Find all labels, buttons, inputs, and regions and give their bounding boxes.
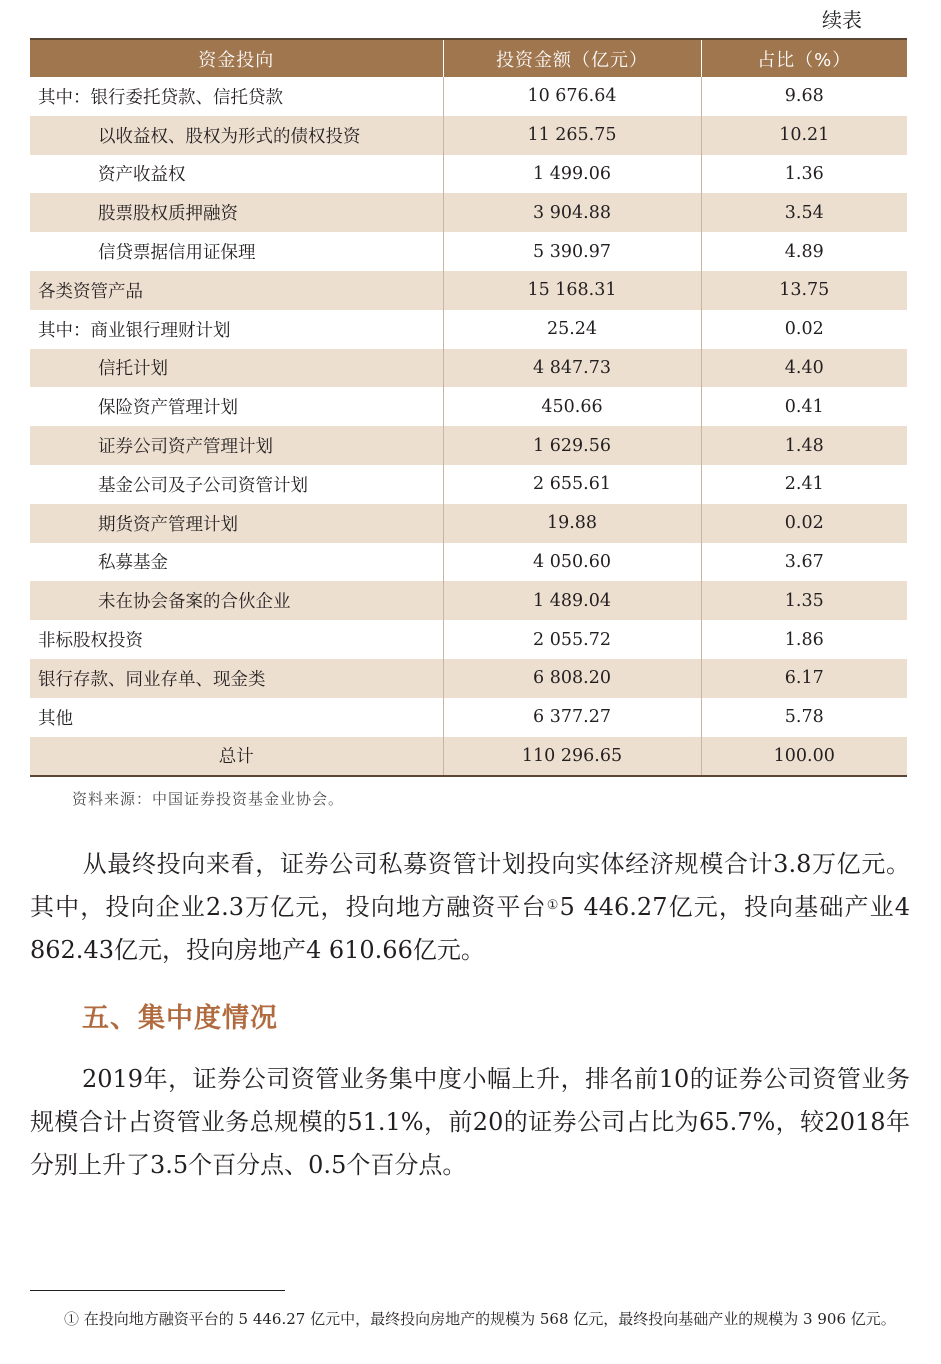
row-amount: 2 055.72 [443, 620, 701, 659]
row-label: 期货资产管理计划 [30, 504, 443, 543]
row-label: 信贷票据信用证保理 [98, 243, 256, 264]
row-ratio: 1.86 [701, 620, 907, 659]
table-row [30, 387, 907, 426]
row-label: 其他 [38, 708, 73, 729]
row-ratio: 4.89 [701, 232, 907, 271]
row-label: 未在协会备案的合伙企业 [30, 581, 443, 620]
investment-allocation-table [30, 38, 907, 777]
row-ratio: 1.35 [701, 581, 907, 620]
row-label: 资产收益权 [98, 165, 186, 186]
row-ratio: 5.78 [701, 698, 907, 737]
row-label: 基金公司及子公司资管计划 [98, 475, 308, 496]
footnote-marker[interactable]: ① [546, 898, 560, 913]
footnote-divider [30, 1290, 285, 1291]
row-amount: 4 050.60 [443, 543, 701, 582]
row-amount: 1 499.06 [443, 155, 701, 194]
row-label: 各类资管产品 [30, 271, 443, 310]
footnote-text: ① 在投向地方融资平台的 5 446.27 亿元中，最终投向房地产的规模为 568 亿元，最终投向基础产业的规模为 3 906 亿元。 [64, 1310, 896, 1328]
table-row [30, 310, 907, 349]
row-label: 私募基金 [98, 553, 168, 574]
row-ratio: 6.17 [701, 659, 907, 698]
row-ratio: 2.41 [701, 465, 907, 504]
paragraph-text: 5 446.27亿元，投向基础产业4 862.43亿元，投向房地产4 610.66亿元。 [30, 893, 910, 964]
table-row [30, 581, 907, 620]
row-label: 保险资产管理计划 [98, 398, 238, 419]
row-ratio: 0.02 [701, 504, 907, 543]
row-amount: 6 808.20 [443, 659, 701, 698]
table-row [30, 349, 907, 388]
row-amount: 4 847.73 [443, 349, 701, 388]
row-amount: 6 377.27 [443, 698, 701, 737]
row-amount: 11 265.75 [443, 116, 701, 155]
row-amount: 10 676.64 [443, 77, 701, 116]
table-row [30, 504, 907, 543]
paragraph-concentration [30, 1058, 910, 1187]
row-label: 以收益权、股权为形式的债权投资 [30, 116, 443, 155]
table-row [30, 698, 907, 737]
table-row [30, 543, 907, 582]
row-label: 信托计划 [30, 349, 443, 388]
table-row [30, 155, 907, 194]
row-label: 其中：银行委托贷款、信托贷款 [38, 87, 283, 108]
continued-table-label: 续表 [822, 8, 862, 32]
total-amount: 110 296.65 [443, 737, 701, 777]
row-ratio: 10.21 [701, 116, 907, 155]
table-source-note: 资料来源：中国证券投资基金业协会。 [72, 790, 345, 808]
table-row [30, 193, 907, 232]
table-row [30, 659, 907, 698]
row-amount: 1 489.04 [443, 581, 701, 620]
table-row [30, 465, 907, 504]
row-label: 证券公司资产管理计划 [30, 426, 443, 465]
row-amount: 19.88 [443, 504, 701, 543]
row-label: 股票股权质押融资 [30, 193, 443, 232]
row-ratio: 1.36 [701, 155, 907, 194]
table-row [30, 77, 907, 116]
row-ratio: 9.68 [701, 77, 907, 116]
column-header-allocation: 资金投向 [30, 39, 443, 77]
row-amount: 1 629.56 [443, 426, 701, 465]
table-row [30, 116, 907, 155]
row-ratio: 0.02 [701, 310, 907, 349]
row-ratio: 4.40 [701, 349, 907, 388]
table-row [30, 271, 907, 310]
row-amount: 25.24 [443, 310, 701, 349]
row-label: 其中：商业银行理财计划 [38, 320, 231, 341]
row-label: 非标股权投资 [38, 631, 143, 652]
row-amount: 15 168.31 [443, 271, 701, 310]
paragraph-text: 2019年，证券公司资管业务集中度小幅上升，排名前10的证券公司资管业务规模合计占资管业务总规模的51.1%，前20的证券公司占比为65.7%，较2018年分别上升了3.5个百分点、0.5个百分点。 [30, 1065, 910, 1179]
column-header-amount: 投资金额（亿元） [443, 39, 701, 77]
row-ratio: 1.48 [701, 426, 907, 465]
table-row [30, 232, 907, 271]
paragraph-final-investment [30, 843, 910, 972]
table-header-row [30, 39, 907, 77]
row-ratio: 3.54 [701, 193, 907, 232]
paragraph-text: 从最终投向来看，证券公司私募资管计划投向实体经济规模合计3.8万亿元。其中，投向企业2.3万亿元，投向地方融资平台 [30, 850, 910, 921]
row-ratio: 13.75 [701, 271, 907, 310]
table-total-row [30, 737, 907, 777]
row-amount: 5 390.97 [443, 232, 701, 271]
row-label: 银行存款、同业存单、现金类 [30, 659, 443, 698]
row-amount: 2 655.61 [443, 465, 701, 504]
section-heading: 五、集中度情况 [82, 1003, 278, 1034]
row-ratio: 0.41 [701, 387, 907, 426]
row-amount: 3 904.88 [443, 193, 701, 232]
total-ratio: 100.00 [701, 737, 907, 777]
table-row [30, 620, 907, 659]
column-header-ratio: 占比（%） [701, 39, 907, 77]
footnote [30, 1307, 910, 1332]
table-row [30, 426, 907, 465]
row-ratio: 3.67 [701, 543, 907, 582]
row-amount: 450.66 [443, 387, 701, 426]
total-label: 总计 [30, 737, 443, 777]
